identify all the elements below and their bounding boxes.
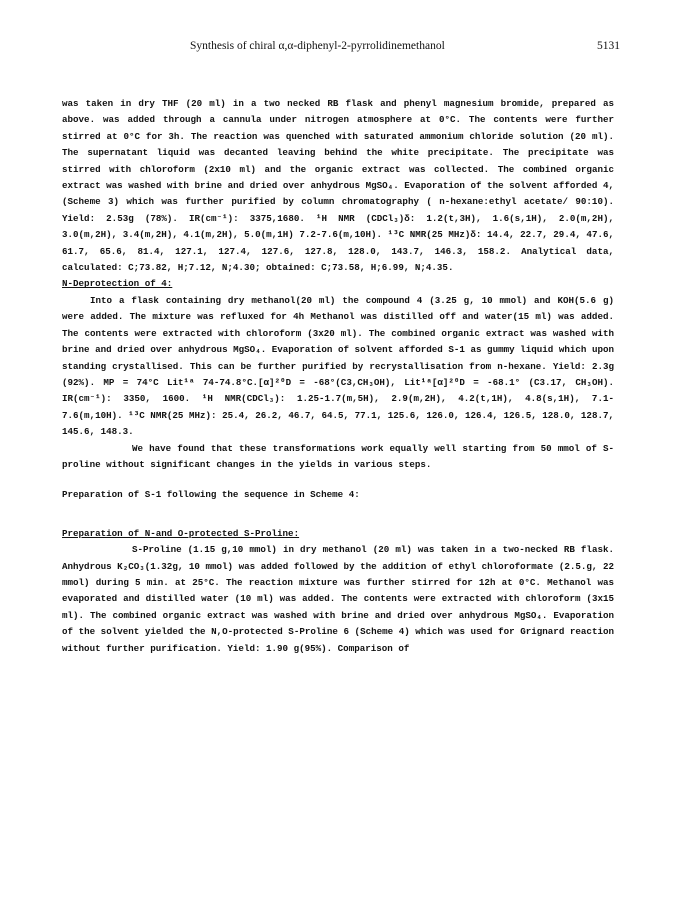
spacer	[62, 504, 614, 526]
paragraph-grignard-workup: was taken in dry THF (20 ml) in a two necked RB flask and phenyl magnesium bromide, prepared as above. was added through a cannula under nitrogen atmosphere at 0°C. The contents were further stirred at 0°C for 3h. The reaction was quenched with saturated ammonium chloride solution (20 ml). The supernatant liquid was decanted leaving behind the white precipitate. The precipitate was stirred with chloroform (2x10 ml) and the organic extract was collected. The combined organic extract was washed with brine and dried over anhydrous MgSO₄. Evaporation of the solvent afforded 4, (Scheme 3) which was further purified by column chromatography ( n-hexane:ethyl acetate/ 90:10). Yield: 2.53g (78%). IR(cm⁻¹): 3375,1680. ¹H NMR (CDCl₃)δ: 1.2(t,3H), 1.6(s,1H), 2.0(m,2H), 3.0(m,2H), 3.4(m,2H), 4.1(m,2H), 5.0(m,1H) 7.2-7.6(m,10H). ¹³C NMR(25 MHz)δ: 14.4, 22.7, 29.4, 47.6, 61.7, 65.6, 81.4, 127.1, 127.4, 127.6, 127.8, 128.0, 143.7, 146.3, 158.2. Analytical data, calculated: C;73.82, H;7.12, N;4.30; obtained: C;73.58, H;6.99, N;4.35.	[62, 98, 614, 274]
spacer	[62, 473, 614, 487]
running-title: Synthesis of chiral α,α-diphenyl-2-pyrrolidinemethanol	[190, 40, 445, 52]
paragraph-n-deprotection: Into a flask containing dry methanol(20 ml) the compound 4 (3.25 g, 10 mmol) and KOH(5.6 g) were added. The mixture was refluxed for 4h Methanol was distilled off and water(15 ml) was added. The contents were extracted with chloroform (3x20 ml). The combined organic extract was washed with brine and dried over anhydrous MgSO₄. Evaporation of solvent afforded S-1 as gummy liquid which upon standing crystallised. This can be further purified by recrystallisation from n-hexane. Yield: 2.3g (92%). MP = 74°C Lit¹ᵃ 74-74.8°C.[α]²⁰D = -68°(C3,CH₃OH), Lit¹ᵃ[α]²⁰D = -68.1° (C3.17, CH₃OH). IR(cm⁻¹): 3350, 1600. ¹H NMR(CDCl₃): 1.25-1.7(m,5H), 2.9(m,2H), 4.2(t,1H), 4.8(s,1H), 7.1-7.6(m,10H). ¹³C NMR(25 MHz): 25.4, 26.2, 46.7, 64.5, 77.1, 125.6, 126.0, 126.4, 126.5, 128.0, 128.7, 145.6, 148.3.	[62, 294, 614, 438]
article-body	[62, 96, 614, 657]
section-heading-scheme-4: Preparation of S-1 following the sequence in Scheme 4:	[62, 489, 360, 501]
page-number: 5131	[597, 40, 620, 52]
paragraph-protected-proline: S-Proline (1.15 g,10 mmol) in dry methanol (20 ml) was taken in a two-necked RB flask. Anhydrous K₂CO₃(1.32g, 10 mmol) was added followed by the addition of ethyl chloroformate (2.5.g, 22 mmol) during 5 min. at 25°C. The reaction mixture was further stirred for 12h at 0°C. Methanol was evaporated and distilled water (10 ml) was added. The contents were extracted with chloroform (3x15 ml). The combined organic extract was washed with brine and dried over anhydrous MgSO₄. Evaporation of the solvent yielded the N,O-protected S-Proline 6 (Scheme 4) which was used for Grignard reaction without further purification. Yield: 1.90 g(95%). Comparison of	[62, 544, 614, 654]
running-header	[60, 40, 620, 56]
section-heading-n-deprotection: N-Deprotection of 4:	[62, 278, 173, 290]
section-heading-protected-proline: Preparation of N-and O-protected S-Proline:	[62, 527, 300, 539]
paragraph-scale-up-note: We have found that these transformations work equally well starting from 50 mmol of S-proline without significant changes in the yields in various steps.	[62, 442, 614, 470]
